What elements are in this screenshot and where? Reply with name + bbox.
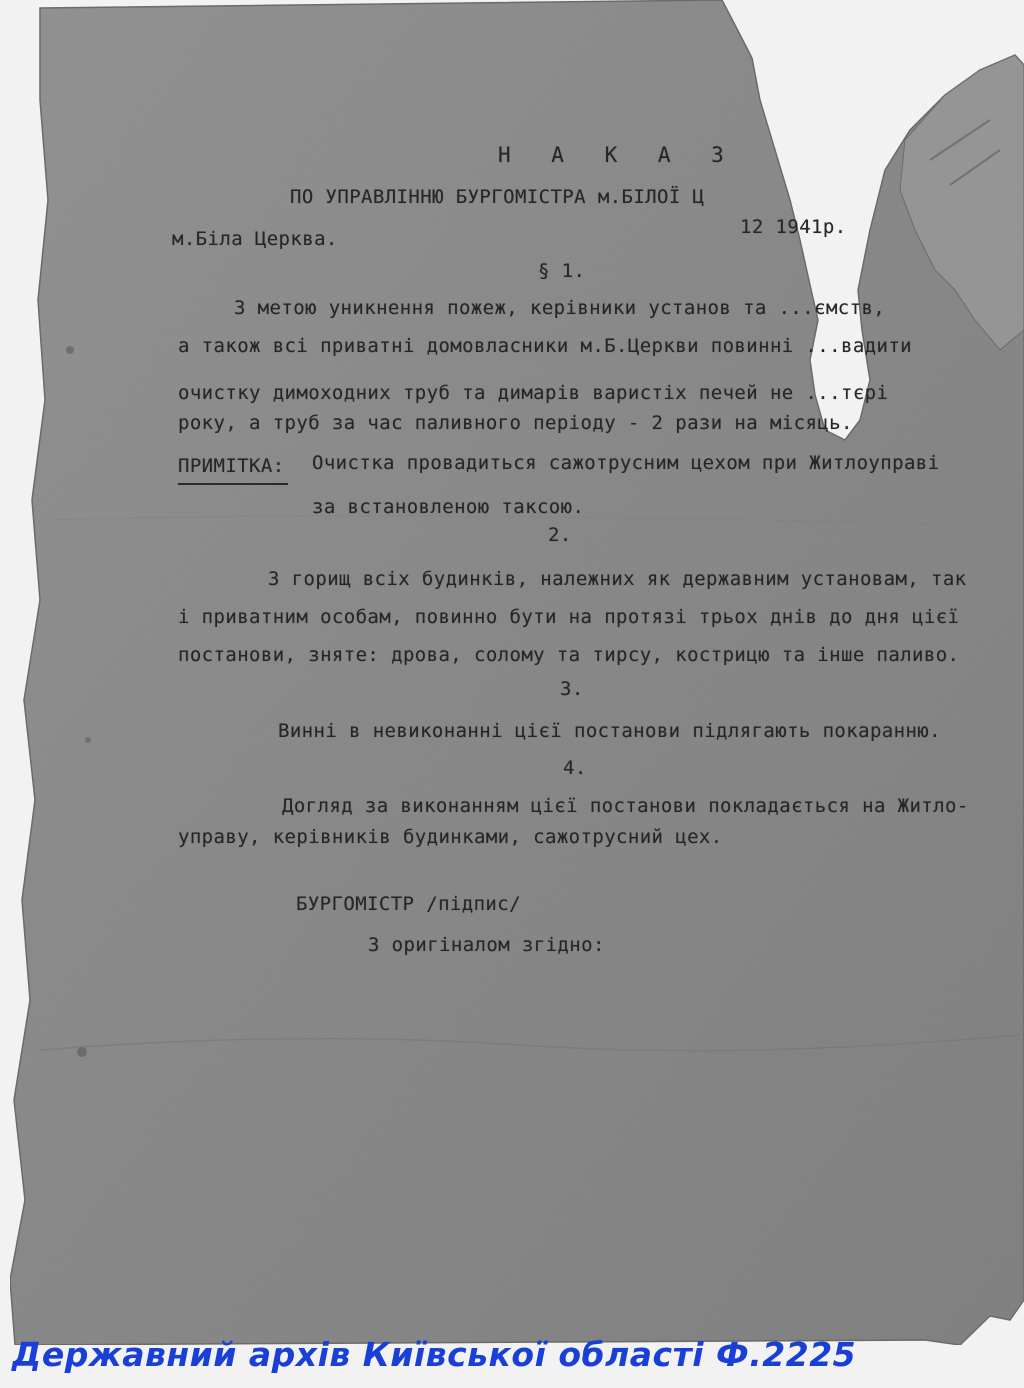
paragraph-line: Винні в невиконанні цієї постанови підлягають покаранню. [278,720,941,742]
archive-watermark: Державний архів Київської області Ф.2225 [12,1335,857,1374]
section-heading: § 1. [538,260,586,282]
paragraph-line: управу, керівників будинками, сажотрусний цех. [178,826,723,848]
hole-mark [85,737,91,743]
document-subtitle: ПО УПРАВЛІННЮ БУРГОМІСТРА м.БІЛОЇ Ц [290,186,705,208]
paragraph-line: З метою уникнення пожеж, керівники установ та ...ємств, [234,297,886,319]
hole-mark [77,1047,87,1057]
section-heading: 3. [560,678,584,700]
section-heading: 4. [563,757,587,779]
document-date: 12 1941р. [740,216,847,238]
note-line: Очистка провадиться сажотрусним цехом при Житлоуправі [312,452,940,474]
hole-mark [66,346,74,354]
paragraph-line: Догляд за виконанням цієї постанови покладається на Житло- [282,795,969,817]
paragraph-line: а також всі приватні домовласники м.Б.Церкви повинні ...вадити [178,335,913,357]
signature-line: БУРГОМІСТР /підпис/ [296,893,521,915]
paragraph-line: очистку димоходних труб та димарів варистіх печей не ...тєрі [178,382,889,404]
certification-line: З оригіналом згідно: [368,934,605,956]
note-line: за встановленою таксою. [312,496,585,518]
document-place: м.Біла Церква. [172,228,338,250]
document-title: Н А К А З [498,143,738,167]
note-label: ПРИМІТКА: [178,455,285,477]
section-heading: 2. [548,524,572,546]
paragraph-line: постанови, зняте: дрова, солому та тирсу, кострицю та інше паливо. [178,644,960,666]
paragraph-line: року, а труб за час паливного періоду - 2 рази на місяць. [178,412,853,434]
paragraph-line: і приватним особам, повинно бути на протязі трьох днів до дня цієї [178,606,960,628]
paragraph-line: З горищ всіх будинків, належних як державним установам, так [268,568,967,590]
